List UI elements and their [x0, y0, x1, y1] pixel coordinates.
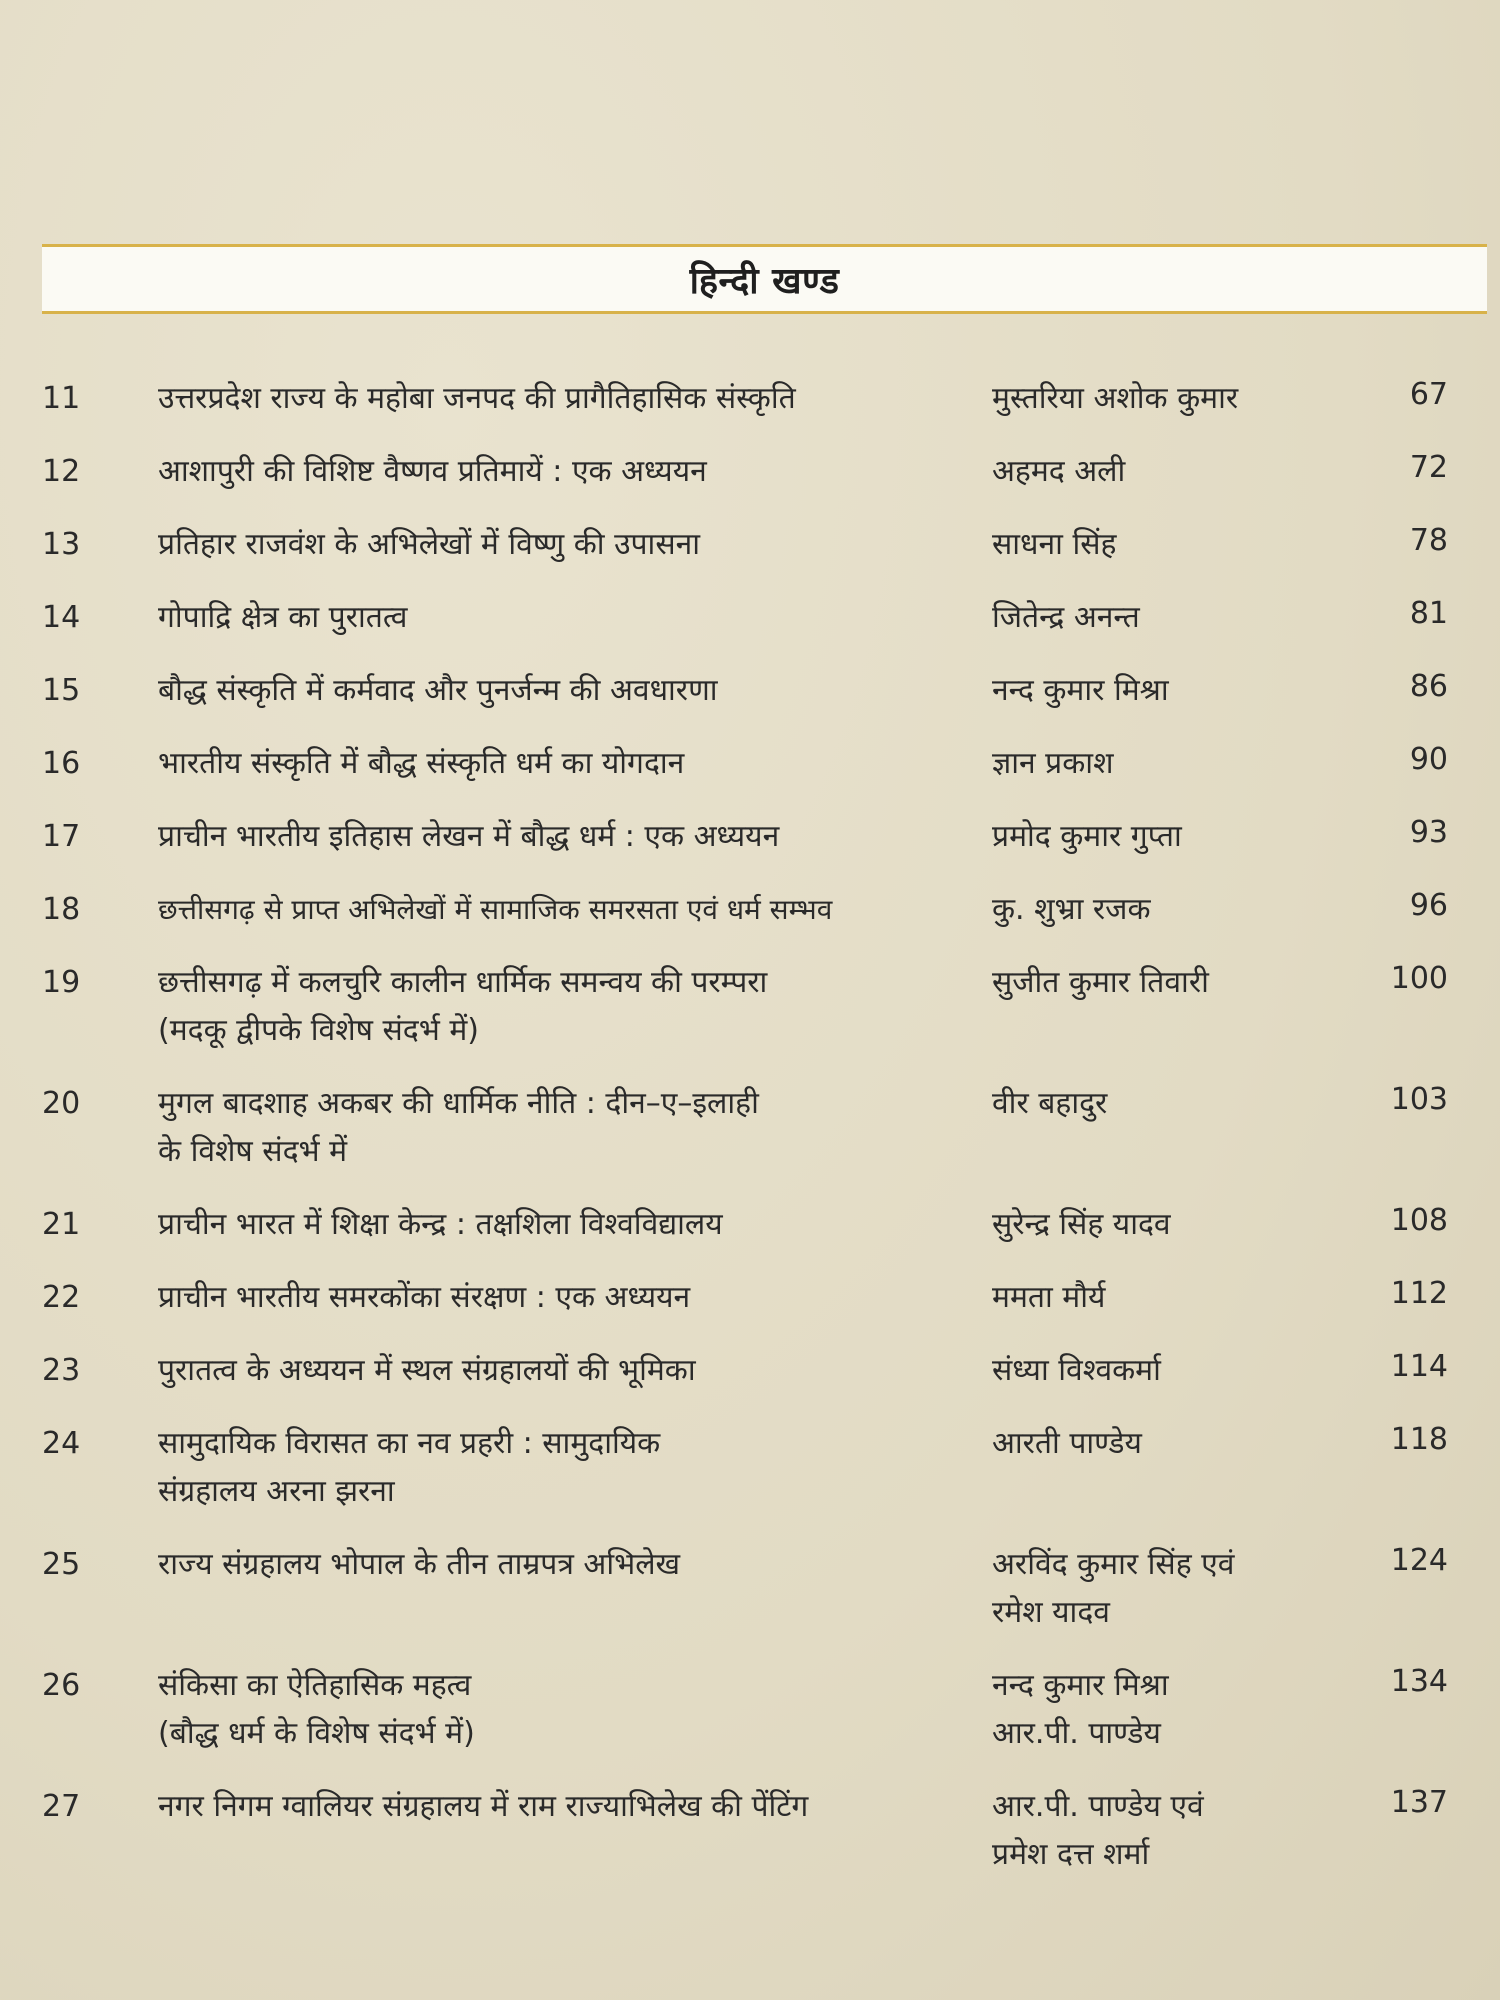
entry-title-line: संकिसा का ऐतिहासिक महत्व [158, 1668, 472, 1703]
entry-title-line: गोपाद्रि क्षेत्र का पुरातत्व [158, 600, 408, 635]
entry-title [158, 959, 978, 1055]
entry-title [158, 594, 978, 642]
entry-title-line: आशापुरी की विशिष्ट वैष्णव प्रतिमायें : एक अध्ययन [158, 454, 707, 489]
section-title: हिन्दी खण्ड [689, 260, 840, 302]
entry-author-line: प्रमोद कुमार गुप्ता [992, 819, 1182, 854]
entry-page-number: 118 [1390, 1422, 1448, 1457]
entry-author-line: मुस्तरिया अशोक कुमार [992, 381, 1239, 416]
entry-number: 26 [42, 1668, 81, 1703]
entry-page-number: 72 [1409, 450, 1448, 485]
entry-author-line: साधना सिंह [992, 527, 1117, 562]
entry-author [992, 1420, 1322, 1468]
entry-author-line: अहमद अली [992, 454, 1126, 489]
entry-number: 20 [42, 1086, 81, 1121]
entry-title-line: सामुदायिक विरासत का नव प्रहरी : सामुदायिक [158, 1426, 661, 1461]
entry-author-line: संध्या विश्वकर्मा [992, 1353, 1161, 1388]
entry-title-line: (बौद्ध धर्म के विशेष संदर्भ में) [158, 1716, 475, 1751]
entry-author-line: नन्द कुमार मिश्रा [992, 673, 1169, 708]
entry-number: 14 [42, 600, 81, 635]
entry-number: 24 [42, 1426, 81, 1461]
entry-author [992, 1080, 1322, 1128]
entry-page-number: 112 [1390, 1276, 1448, 1311]
entry-title-line: राज्य संग्रहालय भोपाल के तीन ताम्रपत्र अभिलेख [158, 1547, 681, 1582]
entry-author-line: प्रमेश दत्त शर्मा [992, 1837, 1150, 1872]
entry-page-number: 137 [1390, 1785, 1448, 1820]
entry-title-line: प्राचीन भारतीय समरकोंका संरक्षण : एक अध्ययन [158, 1280, 691, 1315]
entry-author-line: ममता मौर्य [992, 1280, 1106, 1315]
entry-title [158, 1080, 978, 1176]
entry-title-line: मुगल बादशाह अकबर की धार्मिक नीति : दीन–ए–इलाही [158, 1086, 759, 1121]
entry-title-line: पुरातत्व के अध्ययन में स्थल संग्रहालयों की भूमिका [158, 1353, 696, 1388]
entry-title-line: प्राचीन भारत में शिक्षा केन्द्र : तक्षशिला विश्वविद्यालय [158, 1207, 723, 1242]
entry-title [158, 521, 978, 569]
entry-page-number: 78 [1409, 523, 1448, 558]
entry-title-line: छत्तीसगढ़ में कलचुरि कालीन धार्मिक समन्वय की परम्परा [158, 965, 768, 1000]
entry-author-line: सुरेन्द्र सिंह यादव [992, 1207, 1171, 1242]
entry-number: 13 [42, 527, 81, 562]
entry-title [158, 1420, 978, 1516]
entry-author-line: कु. शुभ्रा रजक [992, 892, 1151, 927]
entry-number: 27 [42, 1789, 81, 1824]
entry-page-number: 67 [1409, 377, 1448, 412]
entry-number: 21 [42, 1207, 81, 1242]
entry-author [992, 1783, 1322, 1879]
entry-title [158, 740, 978, 788]
entry-author [992, 1274, 1322, 1322]
entry-page-number: 134 [1390, 1664, 1448, 1699]
entry-number: 23 [42, 1353, 81, 1388]
entry-title-line: (मदकू द्वीपके विशेष संदर्भ में) [158, 1013, 479, 1048]
entry-page-number: 90 [1409, 742, 1448, 777]
entry-title-line: संग्रहालय अरना झरना [158, 1474, 395, 1509]
entry-author-line: नन्द कुमार मिश्रा [992, 1668, 1169, 1703]
entry-title [158, 813, 978, 861]
entry-number: 16 [42, 746, 81, 781]
entry-number: 18 [42, 892, 81, 927]
entry-title-line: छत्तीसगढ़ से प्राप्त अभिलेखों में सामाजिक समरसता एवं धर्म सम्भव [158, 893, 833, 926]
entry-number: 25 [42, 1547, 81, 1582]
entry-author-line: आर.पी. पाण्डेय एवं [992, 1789, 1204, 1824]
entry-page-number: 100 [1390, 961, 1448, 996]
entry-author-line: सुजीत कुमार तिवारी [992, 965, 1209, 1000]
entry-title-line: के विशेष संदर्भ में [158, 1134, 348, 1169]
entry-number: 17 [42, 819, 81, 854]
entry-title [158, 1783, 978, 1831]
entry-number: 11 [42, 381, 81, 416]
entry-author [992, 1662, 1322, 1758]
entry-title [158, 448, 978, 496]
entry-author [992, 448, 1322, 496]
entry-number: 15 [42, 673, 81, 708]
entry-number: 12 [42, 454, 81, 489]
entry-number: 22 [42, 1280, 81, 1315]
entry-number: 19 [42, 965, 81, 1000]
entry-page-number: 81 [1409, 596, 1448, 631]
entry-page-number: 108 [1390, 1203, 1448, 1238]
entry-title-line: उत्तरप्रदेश राज्य के महोबा जनपद की प्रागैतिहासिक संस्कृति [158, 381, 796, 416]
entry-author [992, 1347, 1322, 1395]
entry-author [992, 375, 1322, 423]
entry-title [158, 1662, 978, 1758]
entry-title [158, 1201, 978, 1249]
entry-author [992, 959, 1322, 1007]
entry-page-number: 103 [1390, 1082, 1448, 1117]
entry-author-line: अरविंद कुमार सिंह एवं [992, 1547, 1235, 1582]
entry-page-number: 96 [1409, 888, 1448, 923]
entry-author-line: रमेश यादव [992, 1595, 1110, 1630]
entry-page-number: 86 [1409, 669, 1448, 704]
entry-author [992, 521, 1322, 569]
entry-author-line: आर.पी. पाण्डेय [992, 1716, 1161, 1751]
entry-title-line: प्रतिहार राजवंश के अभिलेखों में विष्णु की उपासना [158, 527, 701, 562]
entry-title-line: प्राचीन भारतीय इतिहास लेखन में बौद्ध धर्म : एक अध्ययन [158, 819, 780, 854]
entry-title-line: बौद्ध संस्कृति में कर्मवाद और पुनर्जन्म की अवधारणा [158, 673, 718, 708]
entry-title [158, 667, 978, 715]
entry-author [992, 1201, 1322, 1249]
entry-title-line: नगर निगम ग्वालियर संग्रहालय में राम राज्याभिलेख की पेंटिंग [158, 1789, 809, 1824]
entry-title [158, 375, 978, 423]
entry-title [158, 1274, 978, 1322]
entry-title [158, 1347, 978, 1395]
entry-author [992, 1541, 1322, 1637]
entry-title [158, 1541, 978, 1589]
entry-author-line: ज्ञान प्रकाश [992, 746, 1114, 781]
entry-page-number: 124 [1390, 1543, 1448, 1578]
entry-page-number: 93 [1409, 815, 1448, 850]
entry-page-number: 114 [1390, 1349, 1448, 1384]
entry-author-line: आरती पाण्डेय [992, 1426, 1142, 1461]
entry-author [992, 667, 1322, 715]
entry-title-line: भारतीय संस्कृति में बौद्ध संस्कृति धर्म का योगदान [158, 746, 685, 781]
entry-author [992, 594, 1322, 642]
entry-title [158, 886, 978, 934]
entry-author [992, 886, 1322, 934]
entry-author [992, 740, 1322, 788]
entry-author-line: वीर बहादुर [992, 1086, 1108, 1121]
entry-author [992, 813, 1322, 861]
entry-author-line: जितेन्द्र अनन्त [992, 600, 1140, 635]
